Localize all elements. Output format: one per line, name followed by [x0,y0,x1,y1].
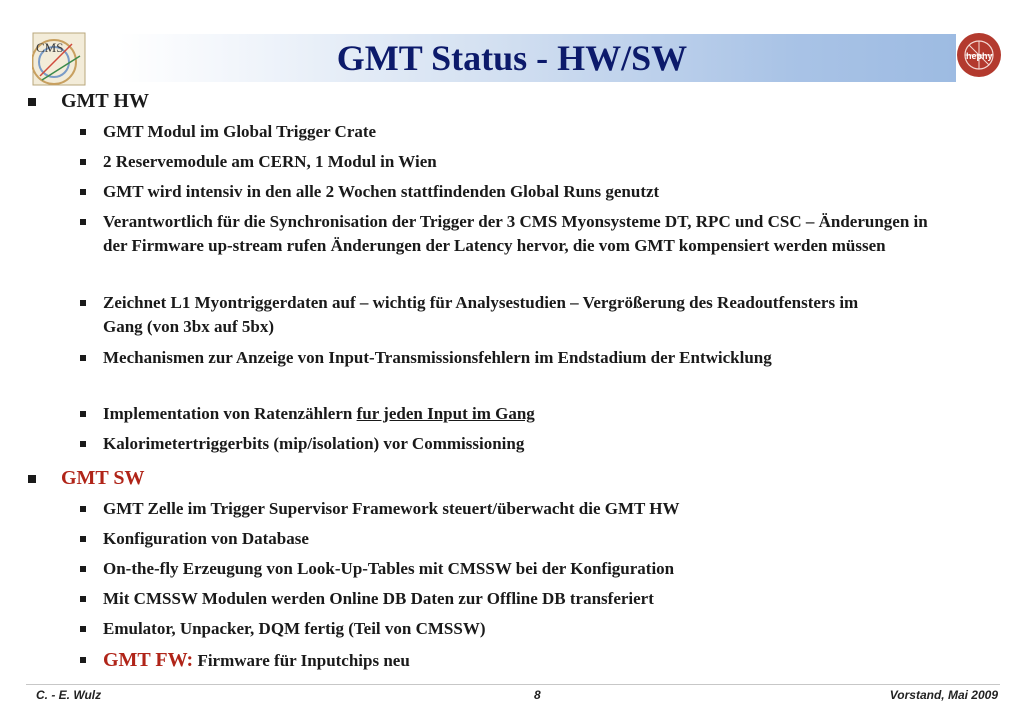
list-item-text: Implementation von Ratenzählern [103,404,353,423]
bullet-icon [80,566,86,572]
list-item: Emulator, Unpacker, DQM fertig (Teil von CMSSW) [103,619,486,638]
list-item: Mit CMSSW Modulen werden Online DB Daten zur Offline DB transferiert [103,589,654,608]
underlined-text: fur jeden Input im Gang [356,404,535,423]
bullet-icon [80,411,86,417]
bullet-icon [80,626,86,632]
list-item: Konfiguration von Database [103,529,309,548]
fw-label: GMT FW: [103,649,194,671]
footer-event: Vorstand, Mai 2009 [889,688,998,702]
list-item [103,648,943,673]
bullet-icon [28,475,36,483]
list-item: GMT wird intensiv in den alle 2 Wochen stattfindenden Global Runs genutzt [103,182,660,201]
list-item: Zeichnet L1 Myontriggerdaten auf – wichtig für Analysestudien – Vergrößerung des Readoutfensters im Gang (von 3bx auf 5bx) [103,293,859,336]
list-item: Kalorimetertriggerbits (mip/isolation) vor Commissioning [103,434,525,453]
bullet-icon [80,129,86,135]
bullet-icon [80,355,86,361]
bullet-icon [80,300,86,306]
list-item: 2 Reservemodule am CERN, 1 Modul in Wien [103,152,437,171]
page-title: GMT Status - HW/SW [336,38,688,78]
list-item: Mechanismen zur Anzeige von Input-Transmissionsfehlern im Endstadium der Entwicklung [103,348,772,367]
bullet-icon [80,189,86,195]
footer-author: C. - E. Wulz [36,688,102,702]
list-item: On-the-fly Erzeugung von Look-Up-Tables mit CMSSW bei der Konfiguration [103,559,675,578]
list-item: GMT Modul im Global Trigger Crate [103,122,377,141]
list-item [103,402,943,426]
footer-divider [26,684,1000,685]
list-item-text: Firmware für Inputchips neu [197,651,410,670]
bullet-icon [80,536,86,542]
svg-text:CMS: CMS [36,40,64,55]
section-heading-hw: GMT HW [61,90,149,112]
bullet-icon [80,159,86,165]
bullet-icon [80,596,86,602]
list-item: GMT Zelle im Trigger Supervisor Framework steuert/überwacht die GMT HW [103,499,680,518]
bullet-icon [80,657,86,663]
footer-page-number: 8 [534,688,541,702]
list-item: Verantwortlich für die Synchronisation der Trigger der 3 CMS Myonsysteme DT, RPC und CSC – Änderungen in der Firmware up-stream rufen Änderungen der Latency hervor, die vom GMT kompensiert werden müssen [103,212,928,255]
svg-text:hephy: hephy [966,51,993,61]
bullet-icon [80,506,86,512]
bullet-icon [80,441,86,447]
section-heading-sw: GMT SW [61,467,145,489]
bullet-icon [80,219,86,225]
bullet-icon [28,98,36,106]
